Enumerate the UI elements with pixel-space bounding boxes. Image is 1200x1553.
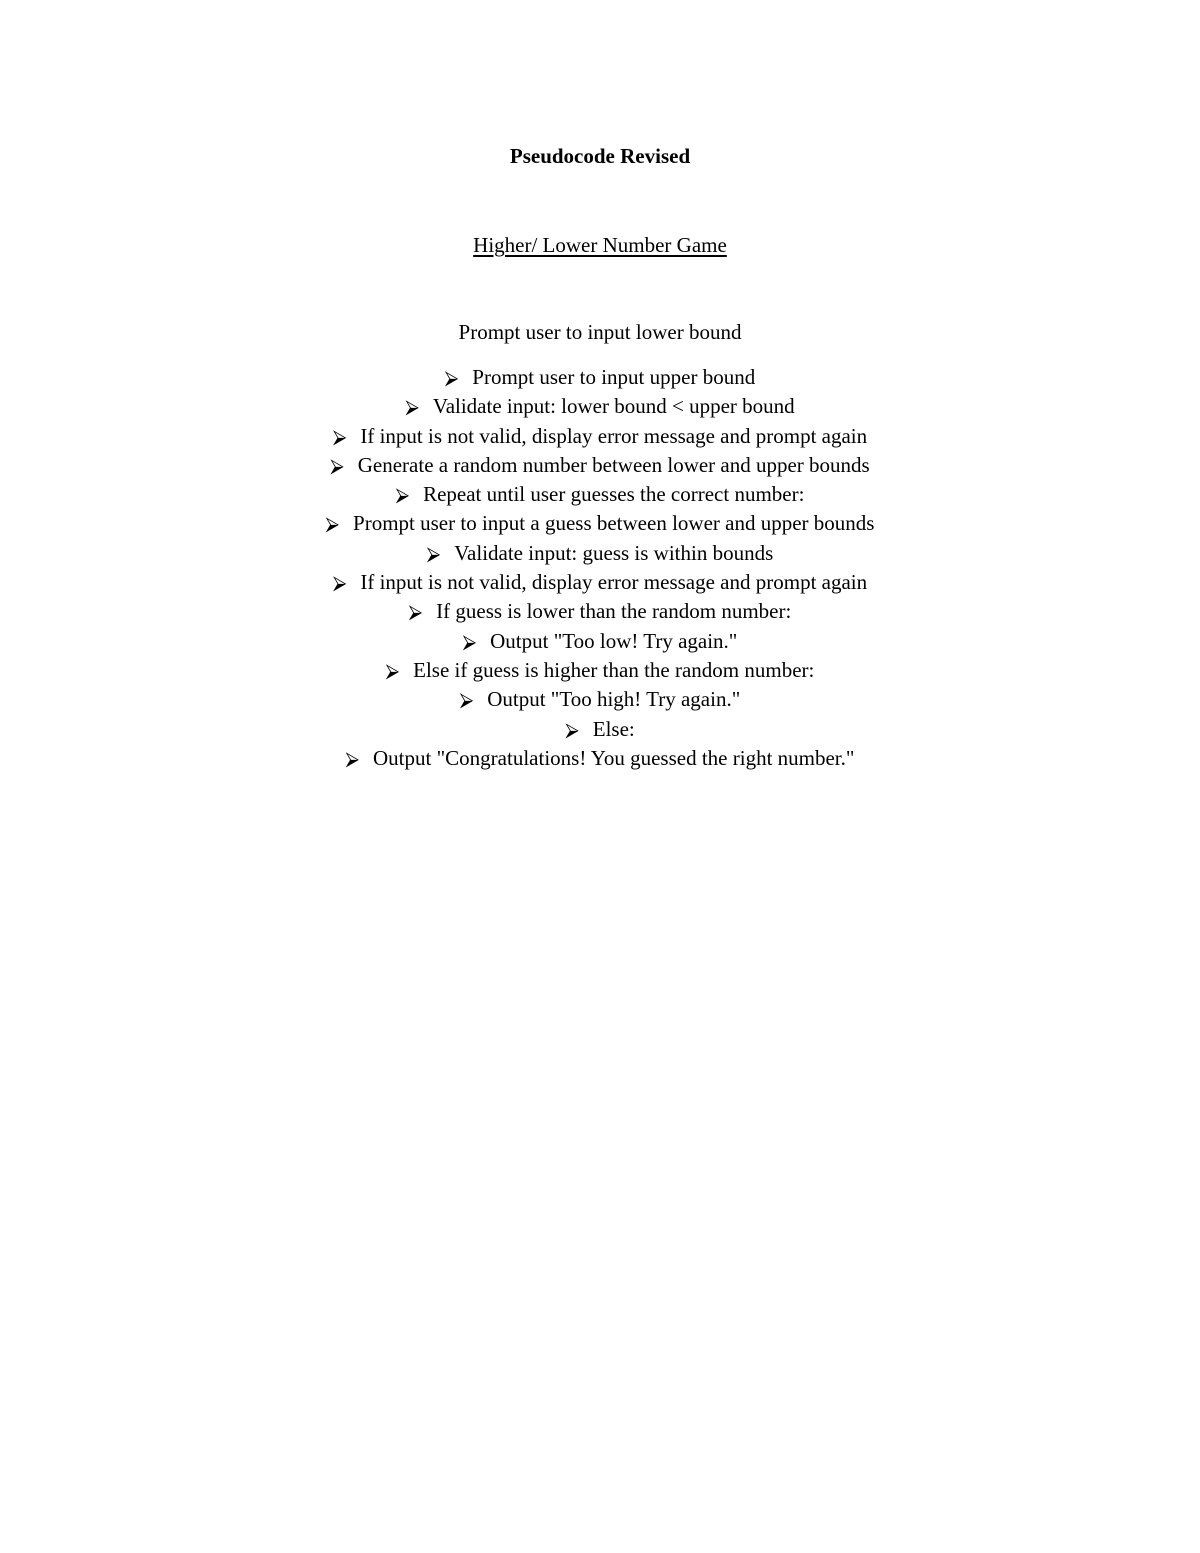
list-item	[0, 363, 1200, 392]
arrowhead-bullet-icon: ⮚	[385, 659, 400, 682]
list-item	[0, 539, 1200, 568]
list-item	[0, 627, 1200, 656]
list-item	[0, 685, 1200, 714]
list-item	[0, 392, 1200, 421]
list-item	[0, 451, 1200, 480]
step-text: If input is not valid, display error message and prompt again	[360, 570, 868, 595]
step-text: Validate input: lower bound < upper bound	[432, 394, 795, 419]
document-subtitle	[0, 231, 1200, 259]
step-text: Prompt user to input upper bound	[472, 365, 756, 389]
arrowhead-bullet-icon: ⮚	[426, 542, 441, 565]
list-item	[0, 422, 1200, 451]
list-item	[0, 656, 1200, 685]
arrowhead-bullet-icon: ⮚	[325, 513, 340, 536]
arrowhead-bullet-icon: ⮚	[405, 396, 419, 419]
intro-line: Prompt user to input lower bound	[458, 320, 742, 344]
step-text: Else if guess is higher than the random number:	[413, 657, 815, 682]
step-text: Output "Too high! Try again."	[487, 687, 741, 712]
step-text: If input is not valid, display error message and prompt again	[360, 423, 868, 448]
step-text: Output "Congratulations! You guessed the right number."	[373, 745, 855, 770]
arrowhead-bullet-icon: ⮚	[345, 747, 360, 770]
list-item	[0, 744, 1200, 773]
step-text: Generate a random number between lower and upper bounds	[357, 452, 870, 477]
step-text: Prompt user to input a guess between lower and upper bounds	[353, 511, 875, 536]
arrowhead-bullet-icon: ⮚	[565, 718, 579, 741]
document-subtitle-text: Higher/ Lower Number Game	[473, 233, 727, 257]
arrowhead-bullet-icon: ⮚	[330, 454, 344, 477]
arrowhead-bullet-icon: ⮚	[332, 572, 347, 595]
list-item	[0, 509, 1200, 538]
step-text: Validate input: guess is within bounds	[454, 540, 774, 565]
list-item	[0, 568, 1200, 597]
list-item	[0, 480, 1200, 509]
step-text: If guess is lower than the random number:	[436, 599, 792, 624]
step-text: Repeat until user guesses the correct number:	[423, 482, 805, 507]
document-title: Pseudocode Revised	[509, 144, 691, 168]
arrowhead-bullet-icon: ⮚	[395, 484, 410, 507]
pseudocode-steps-list	[0, 363, 1200, 773]
arrowhead-bullet-icon: ⮚	[459, 689, 474, 712]
list-item	[0, 597, 1200, 626]
step-text: Output "Too low! Try again."	[490, 628, 738, 653]
step-text: Else:	[592, 716, 635, 741]
arrowhead-bullet-icon: ⮚	[462, 630, 477, 653]
arrowhead-bullet-icon: ⮚	[408, 601, 423, 624]
list-item	[0, 715, 1200, 744]
arrowhead-bullet-icon: ⮚	[332, 425, 347, 448]
arrowhead-bullet-icon: ⮚	[444, 367, 459, 389]
